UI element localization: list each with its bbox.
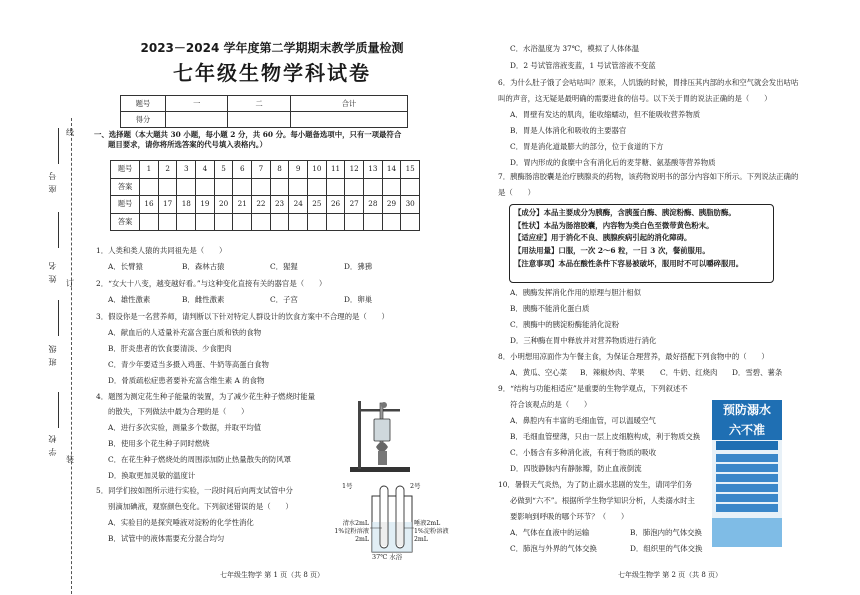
- score-cell: 一: [166, 96, 228, 112]
- tube1-label: 1号: [342, 482, 353, 490]
- score-cell: 题号: [121, 96, 166, 112]
- q1-opt-a: A．长臂猿: [108, 262, 143, 271]
- q3-text: 3．假设你是一名营养师，请判断以下针对特定人群设计的饮食方案中不合理的是（ ）: [96, 312, 389, 321]
- q3-opt-c: C．青少年要适当多摄入鸡蛋、牛奶等高蛋白食物: [108, 360, 269, 369]
- q7-opt-b: B．胰酶不能消化蛋白质: [510, 304, 590, 313]
- q9-text: 9．“结构与功能相适应”是重要的生物学观点，下列叙述不: [498, 384, 688, 393]
- q9-text-line2: 符合该观点的是（ ）: [510, 400, 592, 409]
- q1-opt-c: C．猩猩: [270, 262, 298, 271]
- binding-mark-ding: 订: [66, 279, 74, 288]
- q10-opt-a: A．气体在血液中的运输: [510, 528, 590, 537]
- answer-cell[interactable]: [326, 178, 345, 196]
- q8-opt-b: B．辣椒炒肉、苹果: [580, 368, 645, 377]
- tube2-contents: [414, 520, 449, 543]
- question-number-cell: 9: [289, 161, 308, 179]
- question-number-cell: 2: [158, 161, 177, 179]
- field-school-label: 学校: [48, 430, 57, 456]
- answer-cell[interactable]: [140, 178, 159, 196]
- answer-table-label: 答案: [111, 178, 140, 196]
- question-number-cell: 4: [196, 161, 215, 179]
- tube2-contents-line: 唾液2mL: [414, 520, 441, 527]
- answer-cell[interactable]: [214, 178, 233, 196]
- section1-heading: [94, 130, 450, 150]
- score-input[interactable]: [290, 112, 407, 128]
- answer-cell[interactable]: [308, 213, 327, 231]
- q8-opt-a: A．黄瓜、空心菜: [510, 368, 568, 377]
- drug-info-line: 【注意事项】本品在酸性条件下容易被破坏，服用时不可以嚼碎服用。: [514, 258, 744, 268]
- drug-info-line: 【性状】本品为肠溶胶囊，内容物为类白色至微带黄色粉末。: [514, 220, 714, 230]
- q10-opt-b: B．肺泡内的气体交换: [630, 528, 702, 537]
- q2-opt-b: B．雌性激素: [182, 295, 225, 304]
- answer-cell[interactable]: [233, 178, 252, 196]
- q6-text-line2: 叫的声音，这无疑是最明确的需要进食的信号。以下关于胃的说法正确的是（ ）: [498, 94, 772, 103]
- q3-opt-d: D．骨质疏松症患者要补充富含维生素 A 的食物: [108, 376, 265, 385]
- question-number-cell: 15: [401, 161, 420, 179]
- water-bath-label: 37℃ 水浴: [372, 553, 403, 561]
- question-number-cell: 10: [308, 161, 327, 179]
- drowning-prevention-poster: [712, 400, 782, 547]
- answer-table-label: 题号: [111, 196, 140, 214]
- poster-rule-bar: [716, 454, 778, 462]
- answer-cell[interactable]: [364, 213, 383, 231]
- q3-opt-b: B．肝炎患者的饮食要清淡、少食肥肉: [108, 344, 232, 353]
- answer-cell[interactable]: [382, 178, 401, 196]
- q10-opt-c: C．肺泡与外界的气体交换: [510, 544, 597, 553]
- q5-opt-c: C．水浴温度为 37℃，模拟了人体体温: [510, 44, 640, 53]
- poster-subtitle-bar: [716, 441, 778, 450]
- field-class-label: 班级: [48, 340, 57, 366]
- q9-opt-d: D．四肢静脉内有静脉瓣，防止血液倒流: [510, 464, 642, 473]
- q4-opt-a: A．进行多次实验，测量多个数据，并取平均值: [108, 423, 262, 432]
- question-number-cell: 23: [270, 196, 289, 214]
- question-number-cell: 20: [214, 196, 233, 214]
- answer-table-label: 答案: [111, 213, 140, 231]
- q10-text: 10．暑假天气炎热，为了防止溺水悲剧的发生，请同学们务: [498, 480, 693, 489]
- q1-opt-b: B．森林古猿: [182, 262, 225, 271]
- answer-cell[interactable]: [364, 178, 383, 196]
- question-number-cell: 1: [140, 161, 159, 179]
- score-table: [120, 95, 408, 128]
- poster-water-illustration: [712, 518, 782, 547]
- score-cell: 得分: [121, 112, 166, 128]
- q1-opt-d: D．狒狒: [344, 262, 373, 271]
- question-number-cell: 7: [252, 161, 271, 179]
- answer-cell[interactable]: [177, 178, 196, 196]
- section1-heading-line2: 题目要求，请你将所选答案的代号填入表格内。）: [108, 139, 267, 149]
- q10-text-line3: 要影响到呼吸的哪个环节？（ ）: [510, 512, 629, 521]
- q5-opt-d: D．2 号试管溶液变蓝，1 号试管溶液不变蓝: [510, 61, 656, 70]
- answer-cell[interactable]: [289, 178, 308, 196]
- question-number-cell: 14: [382, 161, 401, 179]
- q5-opt-b: B．试管中的液体需要充分混合均匀: [108, 534, 225, 543]
- question-number-cell: 24: [289, 196, 308, 214]
- question-number-cell: 6: [233, 161, 252, 179]
- poster-rule-bar: [716, 464, 778, 472]
- question-number-cell: 19: [196, 196, 215, 214]
- q5-text: 5．同学们按如图所示进行实验，一段时间后向两支试管中分: [96, 486, 293, 495]
- q6-opt-b: B．胃是人体消化和吸收的主要器官: [510, 126, 627, 135]
- answer-cell[interactable]: [270, 213, 289, 231]
- q7-text-line2: 是（ ）: [498, 188, 535, 197]
- answer-cell[interactable]: [345, 178, 364, 196]
- section1-heading-line1: 一、选择题（本大题共 30 小题，每小题 2 分，共 60 分。每小题备选项中，只有一项最符合: [94, 130, 402, 139]
- q4-opt-c: C．在花生种子燃烧处的周围添加防止热量散失的防风罩: [108, 455, 292, 464]
- answer-cell[interactable]: [233, 213, 252, 231]
- question-number-cell: 25: [308, 196, 327, 214]
- answer-cell[interactable]: [326, 213, 345, 231]
- tube2-label: 2号: [410, 482, 421, 490]
- q4-text-line2: 的散失，下列做法中最为合理的是（ ）: [108, 407, 249, 416]
- question-number-cell: 30: [401, 196, 420, 214]
- drug-info-line: 【适应症】用于消化不良、胰腺疾病引起的消化障碍。: [514, 233, 692, 243]
- question-number-cell: 27: [345, 196, 364, 214]
- q7-opt-a: A．胰酶发挥消化作用的原理与胆汁相似: [510, 288, 641, 297]
- q8-opt-d: D．雪碧、薯条: [732, 368, 783, 377]
- q10-text-line2: 必做到“六不”。根据所学生物学知识分析，人类溺水时主: [510, 496, 695, 505]
- answer-table-label: 题号: [111, 161, 140, 179]
- exam-subtitle: 七年级生物学科试卷: [173, 61, 371, 85]
- binding-dashed-line: [71, 118, 72, 594]
- poster-title-line2: 六不准: [728, 423, 765, 437]
- question-number-cell: 28: [364, 196, 383, 214]
- binding-margin: [0, 0, 88, 595]
- poster-rule-bar: [716, 504, 778, 512]
- q6-text: 6．为什么肚子饿了会咕咕叫？原来，人饥饿的时候，胃排压其内部的水和空气就会发出咕咕: [498, 78, 799, 87]
- field-name-line[interactable]: [58, 212, 59, 248]
- tube1-contents: [325, 520, 369, 543]
- q2-text: 2．“女大十八变，越变越好看。”与这种变化直接有关的器官是（ ）: [96, 279, 327, 288]
- q1-text: 1．人类和类人猿的共同祖先是（ ）: [96, 246, 227, 255]
- answer-cell[interactable]: [270, 178, 289, 196]
- q4-opt-d: D．换取更加灵敏的温度计: [108, 471, 196, 480]
- question-number-cell: 8: [270, 161, 289, 179]
- answer-cell[interactable]: [289, 213, 308, 231]
- q7-text: 7．胰酶肠溶胶囊是治疗胰腺炎的药物，该药物说明书的部分内容如下所示。下列说法正确的: [498, 172, 799, 181]
- poster-title-line1: 预防溺水: [722, 403, 771, 417]
- tube1-contents-line: 1%淀粉溶液: [334, 527, 369, 535]
- q2-opt-c: C．子宫: [270, 295, 298, 304]
- question-number-cell: 5: [214, 161, 233, 179]
- poster-title: [712, 400, 782, 440]
- q8-opt-c: C．牛奶、红烧肉: [660, 368, 718, 377]
- q9-opt-a: A．鼻腔内有丰富的毛细血管，可以温暖空气: [510, 416, 656, 425]
- q10-opt-d: D．组织里的气体交换: [630, 544, 703, 553]
- drug-instruction-box: [509, 204, 774, 283]
- question-number-cell: 12: [345, 161, 364, 179]
- answer-cell[interactable]: [177, 213, 196, 231]
- field-school-line[interactable]: [58, 392, 59, 428]
- answer-cell[interactable]: [382, 213, 401, 231]
- answer-cell[interactable]: [196, 213, 215, 231]
- q9-opt-c: C．小肠含有多种消化液，有利于物质的吸收: [510, 448, 657, 457]
- q5-text-line2: 别滴加碘液，观察颜色变化。下列叙述错误的是（ ）: [108, 502, 293, 511]
- question-number-cell: 16: [140, 196, 159, 214]
- answer-cell[interactable]: [158, 178, 177, 196]
- poster-rule-bar: [716, 484, 778, 492]
- footer-right: 七年级生物学 第 2 页（共 8 页）: [618, 571, 723, 579]
- answer-cell[interactable]: [158, 213, 177, 231]
- tube2-contents-line: 1%淀粉溶液: [414, 527, 449, 535]
- poster-rule-bar: [716, 474, 778, 482]
- field-name-label: 姓名: [48, 257, 57, 283]
- footer-left: 七年级生物学 第 1 页（共 8 页）: [220, 571, 325, 579]
- question-number-cell: 21: [233, 196, 252, 214]
- answer-cell[interactable]: [252, 213, 271, 231]
- field-seat-label: 座号: [48, 167, 57, 193]
- poster-rule-bar: [716, 494, 778, 502]
- question-number-cell: 11: [326, 161, 345, 179]
- field-class-line[interactable]: [58, 300, 59, 336]
- q2-opt-d: D．卵巢: [344, 295, 373, 304]
- score-input[interactable]: [228, 112, 290, 128]
- answer-cell[interactable]: [252, 178, 271, 196]
- answer-cell[interactable]: [401, 178, 420, 196]
- answer-cell[interactable]: [196, 178, 215, 196]
- q7-opt-d: D．三种酶在胃中释放并对营养物质进行消化: [510, 336, 657, 345]
- exam-title: 2023－2024 学年度第二学期期末教学质量检测: [140, 41, 404, 55]
- field-seat-line[interactable]: [58, 128, 59, 164]
- q6-opt-c: C．胃是消化道最膨大的部分，位于食道的下方: [510, 142, 664, 151]
- peanut-burning-apparatus-figure: [340, 393, 438, 475]
- q6-opt-a: A．胃壁有发达的肌肉，能收缩蠕动，但不能吸收营养物质: [510, 110, 701, 119]
- q5-opt-a: A．实验目的是探究唾液对淀粉的化学性消化: [108, 518, 254, 527]
- question-number-cell: 18: [177, 196, 196, 214]
- answer-cell[interactable]: [401, 213, 420, 231]
- binding-mark-xian: 线: [66, 128, 74, 137]
- question-number-cell: 17: [158, 196, 177, 214]
- q4-opt-b: B．使用多个花生种子同时燃烧: [108, 439, 210, 448]
- score-input[interactable]: [166, 112, 228, 128]
- question-number-cell: 13: [364, 161, 383, 179]
- q7-opt-c: C．胰酶中的胰淀粉酶能消化淀粉: [510, 320, 620, 329]
- binding-mark-zhuang: 装: [66, 455, 74, 464]
- q4-text: 4．题图为测定花生种子能量的装置，为了减少花生种子燃烧时能量: [96, 392, 316, 401]
- question-number-cell: 22: [252, 196, 271, 214]
- tube2-contents-line: 2mL: [414, 535, 428, 543]
- answer-cell[interactable]: [308, 178, 327, 196]
- answer-cell[interactable]: [214, 213, 233, 231]
- score-cell: 合计: [290, 96, 407, 112]
- q8-text: 8．小明想用凉面作为午餐主食，为保证合理营养，最好搭配下列食物中的（ ）: [498, 352, 769, 361]
- q9-opt-b: B．毛细血管壁薄，只由一层上皮细胞构成，利于物质交换: [510, 432, 701, 441]
- question-number-cell: 29: [382, 196, 401, 214]
- answer-cell[interactable]: [140, 213, 159, 231]
- q2-opt-a: A．雄性激素: [108, 295, 151, 304]
- q3-opt-a: A．献血后的人适量补充富含蛋白质和铁的食物: [108, 328, 262, 337]
- drug-info-line: 【成分】本品主要成分为胰酶，含胰蛋白酶、胰淀粉酶、胰脂肪酶。: [514, 208, 736, 217]
- score-cell: 二: [228, 96, 290, 112]
- tube1-contents-line: 清水2mL: [342, 520, 369, 527]
- q6-opt-d: D．胃内形成的食糜中含有消化后的麦芽糖、氨基酸等营养物质: [510, 158, 716, 167]
- answer-cell[interactable]: [345, 213, 364, 231]
- answer-table: [110, 160, 420, 231]
- question-number-cell: 26: [326, 196, 345, 214]
- drug-info-line: 【用法用量】口服，一次 2～6 粒，一日 3 次，餐前服用。: [514, 246, 710, 256]
- question-number-cell: 3: [177, 161, 196, 179]
- tube1-contents-line: 2mL: [355, 535, 369, 543]
